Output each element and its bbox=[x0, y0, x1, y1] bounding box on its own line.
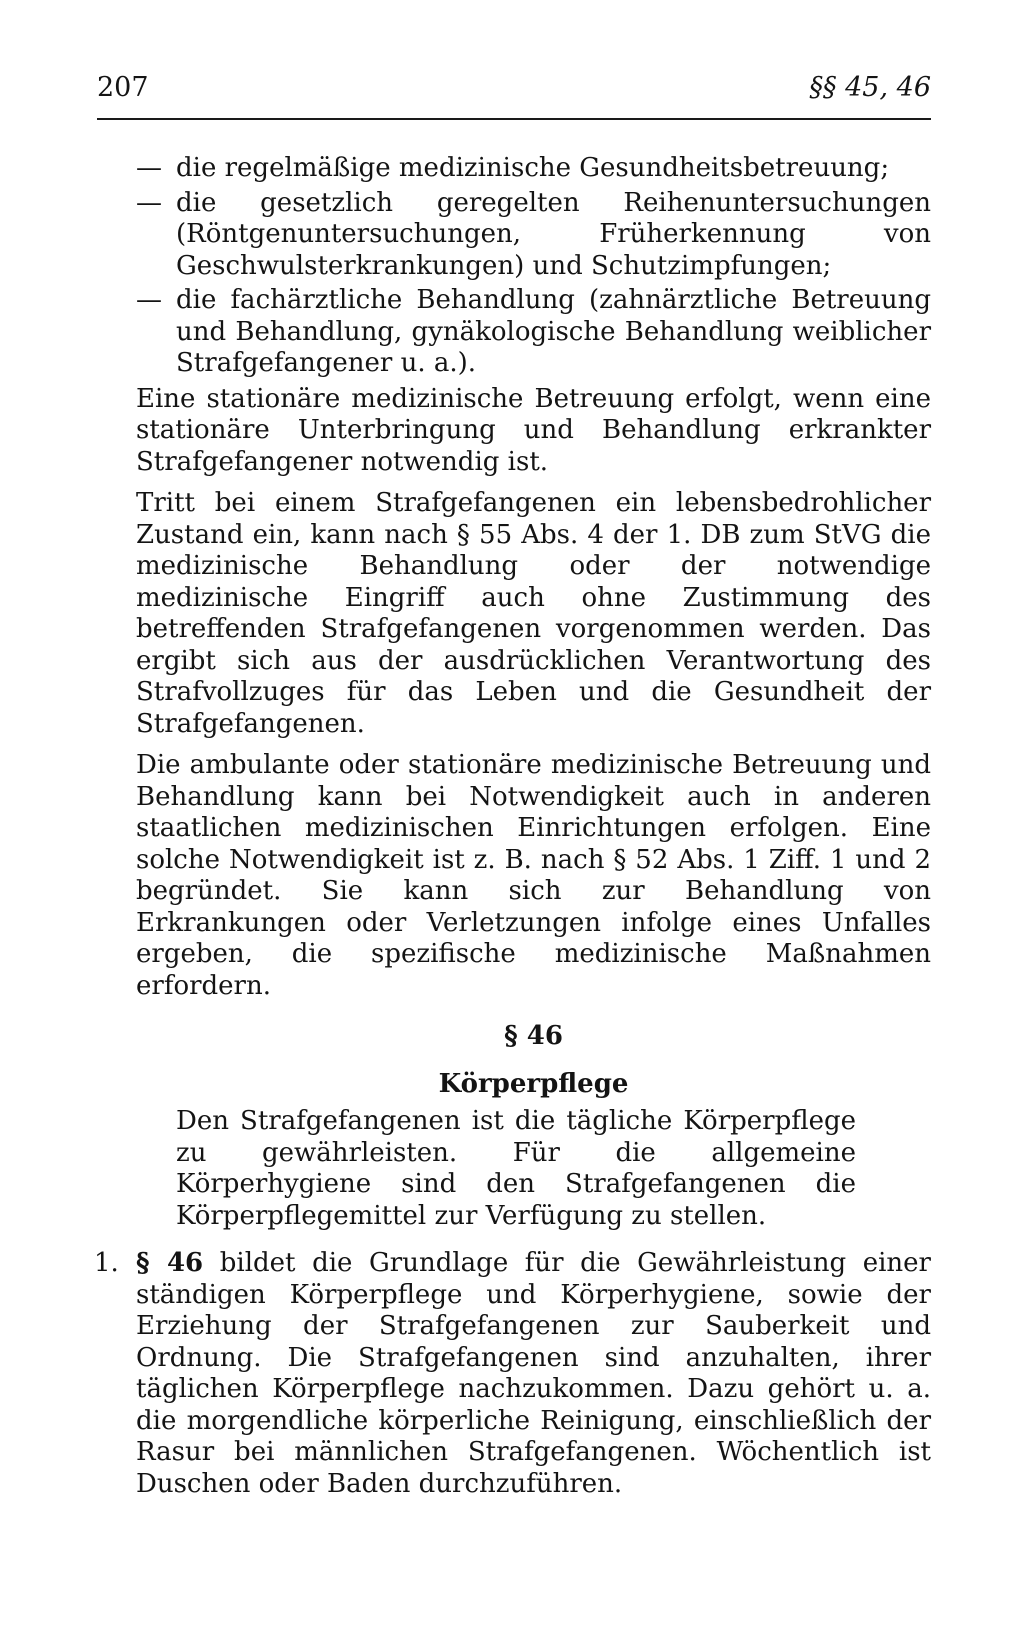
commentary-text: bildet die Grundlage für die Gewährleistung einer ständigen Körperpflege und Körperhygiene, sowie der Erziehung der Strafgefangenen zur Sauberkeit und Ordnung. Die Strafgefangenen sind anzuhalten, ihrer täglichen Körperpflege nachzukommen. Dazu gehört u. a. die morgendliche körperliche Reinigung, einschließlich der Rasur bei männlichen Strafgefangenen. Wöchentlich ist Duschen oder Baden durchzuführen. bbox=[136, 1248, 931, 1499]
list-item-text: die regelmäßige medizinische Gesundheitsbetreuung; bbox=[176, 153, 890, 183]
section-title: Körperpflege bbox=[438, 1069, 629, 1099]
dash-bullet: — bbox=[136, 187, 162, 218]
paragraph: Die ambulante oder stationäre medizinische Betreuung und Behandlung kann bei Notwendigkeit auch in anderen staatlichen medizinischen Einrichtungen erfolgen. Eine solche Notwendigkeit ist z. B. nach § 52 Abs. 1 Ziff. 1 und 2 begründet. Sie kann sich zur Behandlung von Erkrankungen oder Verletzungen infolge eines Unfalles ergeben, die spezifische medizinische Maßnahmen erfordern. bbox=[136, 750, 931, 1001]
commentary-marker: 1. bbox=[94, 1248, 119, 1278]
list-item bbox=[136, 188, 931, 283]
paragraph: Eine stationäre medizinische Betreuung erfolgt, wenn eine stationäre Unterbringung und Behandlung erkrankter Strafgefangener notwendig ist. bbox=[136, 383, 931, 477]
page-number: 207 bbox=[97, 72, 149, 103]
page-header bbox=[97, 68, 931, 120]
dash-bullet: — bbox=[136, 153, 162, 183]
list-item bbox=[136, 153, 931, 185]
list-item-text: die gesetzlich geregelten Reihenuntersuchungen (Röntgenuntersuchungen, Früherkennung von Geschwulsterkrankungen) und Schutzimpfungen; bbox=[176, 187, 931, 281]
commentary-paragraph bbox=[94, 1248, 931, 1500]
section-reference: §§ 45, 46 bbox=[809, 72, 931, 103]
list-item-text: die fachärztliche Behandlung (zahnärztliche Betreuung und Behandlung, gynäkologische Behandlung weiblicher Strafgefangener u. a.). bbox=[176, 285, 931, 378]
dash-list bbox=[136, 153, 931, 380]
commentary-ref: § 46 bbox=[136, 1248, 204, 1278]
dash-bullet: — bbox=[136, 285, 162, 315]
section-number: § 46 bbox=[504, 1021, 563, 1051]
page-body bbox=[94, 153, 931, 1500]
paragraph: Tritt bei einem Strafgefangenen ein lebensbedrohlicher Zustand ein, kann nach § 55 Abs. 4 der 1. DB zum StVG die medizinische Behandlung oder der notwendige medizinische Eingriff auch ohne Zustimmung des betreffenden Strafgefangenen vorgenommen werden. Das ergibt sich aus der ausdrücklichen Verantwortung des Strafvollzuges für das Leben und die Gesundheit der Strafgefangenen. bbox=[136, 488, 931, 739]
list-item bbox=[136, 285, 931, 380]
law-text: Den Strafgefangenen ist die tägliche Körperpflege zu gewährleisten. Für die allgemeine Körperhygiene sind den Strafgefangenen die Körperpflegemittel zur Verfügung zu stellen. bbox=[176, 1106, 856, 1231]
